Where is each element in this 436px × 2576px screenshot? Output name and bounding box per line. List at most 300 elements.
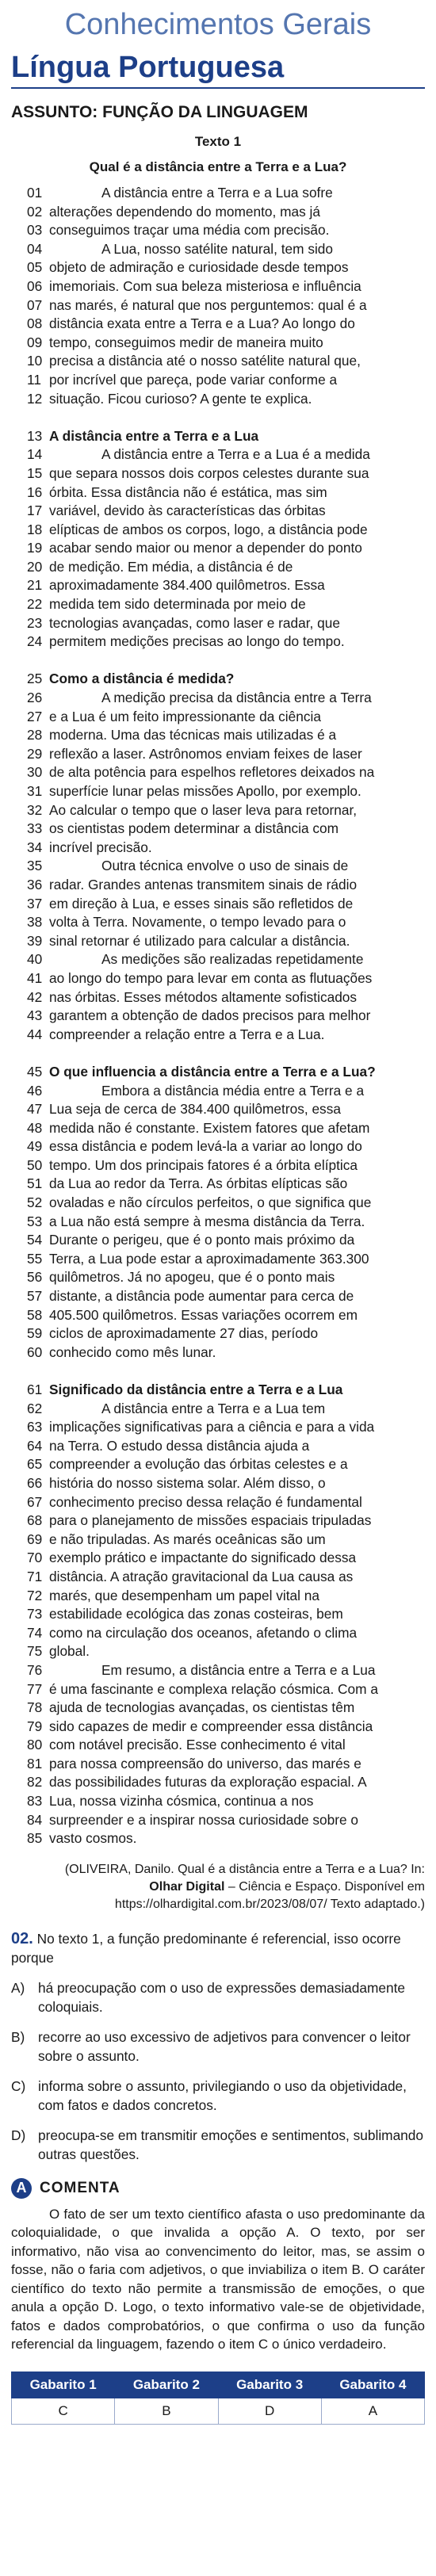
text-line bbox=[11, 1736, 425, 1755]
line-text: tecnologias avançadas, como laser e radar, que bbox=[49, 614, 340, 631]
texto-label: Texto 1 bbox=[194, 134, 242, 149]
line-text: Lua, nossa vizinha cósmica, continua a nos bbox=[49, 1793, 314, 1810]
line-text: estabilidade ecológica das zonas costeiras, bem bbox=[49, 1606, 343, 1622]
text-line bbox=[11, 820, 425, 839]
line-number: 03 bbox=[27, 222, 43, 239]
line-text bbox=[49, 1661, 425, 1680]
section-heading: O que influencia a distância entre a Terra e a Lua? bbox=[49, 1063, 376, 1080]
line-text: com notável precisão. Esse conhecimento é vital bbox=[49, 1737, 346, 1753]
blank-line bbox=[11, 1362, 425, 1381]
line-number: 20 bbox=[27, 558, 43, 575]
text-line bbox=[11, 1587, 425, 1606]
line-text bbox=[49, 950, 425, 969]
text-line bbox=[11, 1549, 425, 1568]
line-text: órbita. Essa distância não é estática, mas sim bbox=[49, 483, 327, 500]
line-number: 40 bbox=[27, 951, 43, 968]
line-text-content: Outra técnica envolve o uso de sinais de bbox=[101, 858, 349, 874]
line-number: 35 bbox=[27, 858, 43, 874]
text-line bbox=[11, 1680, 425, 1699]
gabarito-header: Gabarito 4 bbox=[321, 2372, 424, 2398]
line-number: 15 bbox=[27, 464, 43, 481]
text-line bbox=[11, 1119, 425, 1138]
text-line bbox=[11, 1287, 425, 1306]
line-text: que separa nossos dois corpos celestes durante sua bbox=[49, 464, 369, 481]
line-text: compreender a evolução das órbitas celestes e a bbox=[49, 1456, 348, 1473]
line-number: 74 bbox=[27, 1624, 43, 1641]
line-text bbox=[49, 1400, 425, 1419]
line-text: é uma fascinante e complexa relação cósmica. Com a bbox=[49, 1680, 378, 1697]
text-line bbox=[11, 1829, 425, 1848]
line-text: permitem medições precisas ao longo do tempo. bbox=[49, 633, 345, 650]
text-line bbox=[11, 1026, 425, 1045]
text-line bbox=[11, 969, 425, 988]
line-text bbox=[49, 1082, 425, 1101]
line-text: e a Lua é um feito impressionante da ciência bbox=[49, 708, 321, 724]
comenta-header bbox=[11, 2178, 425, 2199]
option-letter: D) bbox=[11, 2127, 26, 2143]
line-text: de medição. Em média, a distância é de bbox=[49, 558, 293, 575]
line-number: 26 bbox=[27, 690, 43, 706]
text-line bbox=[11, 352, 425, 371]
line-text: nas órbitas. Esses métodos altamente sofisticados bbox=[49, 988, 358, 1005]
category-title: Conhecimentos Gerais bbox=[64, 8, 372, 41]
assunto-heading: ASSUNTO: FUNÇÃO DA LINGUAGEM bbox=[11, 103, 308, 121]
line-text: surpreender e a inspirar nossa curiosidade sobre o bbox=[49, 1811, 359, 1828]
text-line bbox=[11, 1512, 425, 1531]
line-number: 51 bbox=[27, 1175, 43, 1192]
gabarito-value: B bbox=[115, 2398, 218, 2424]
line-number: 60 bbox=[27, 1343, 43, 1360]
line-number: 10 bbox=[27, 353, 43, 369]
text-line bbox=[11, 1773, 425, 1792]
line-number: 83 bbox=[27, 1793, 43, 1810]
question-text: No texto 1, a função predominante é referencial, isso ocorre porque bbox=[11, 1930, 401, 1966]
text-line bbox=[11, 277, 425, 296]
text-line bbox=[11, 1493, 425, 1512]
line-number: 66 bbox=[27, 1474, 43, 1491]
line-number: 80 bbox=[27, 1737, 43, 1753]
text-line bbox=[11, 1455, 425, 1474]
text-line bbox=[11, 521, 425, 540]
line-text: ovaladas e não círculos perfeitos, o que significa que bbox=[49, 1194, 372, 1211]
line-text: conhecido como mês lunar. bbox=[49, 1343, 216, 1360]
text-line bbox=[11, 1699, 425, 1718]
text-line bbox=[11, 595, 425, 614]
text-line bbox=[11, 913, 425, 932]
option-letter: A) bbox=[11, 1979, 25, 1996]
line-text: para nossa compreensão do universo, das marés e bbox=[49, 1755, 361, 1771]
line-number: 71 bbox=[27, 1568, 43, 1584]
text-line bbox=[11, 1661, 425, 1680]
text-line bbox=[11, 1605, 425, 1624]
line-number: 01 bbox=[27, 185, 43, 201]
line-text bbox=[49, 445, 425, 464]
line-number: 79 bbox=[27, 1718, 43, 1734]
section-heading-line bbox=[11, 1063, 425, 1082]
text-line bbox=[11, 876, 425, 895]
text-line bbox=[11, 745, 425, 764]
comenta-text: O fato de ser um texto científico afasta o uso predominante da coloquialidade, o que invalida a opção A. O texto, por ser informativo, não visa ao convencimento do leitor, mas, se assim o fosse, não o faria com adjetivos, o que inviabiliza o item B. O caráter científico do texto não permite a transmissão de emoções, o que anula a opção D. Logo, o texto informativo vale-se de objetividade, fatos e dados comprobatórios, o que confirma o uso da função referencial da linguagem, fazendo o item C o único verdadeiro. bbox=[11, 2206, 425, 2352]
text-line bbox=[11, 1137, 425, 1156]
line-text: moderna. Uma das técnicas mais utilizadas é a bbox=[49, 727, 337, 743]
line-text: vasto cosmos. bbox=[49, 1830, 137, 1847]
text-line bbox=[11, 240, 425, 259]
line-text: precisa a distância até o nosso satélite natural que, bbox=[49, 353, 361, 369]
text-line bbox=[11, 801, 425, 820]
line-text: como na circulação dos oceanos, afetando o clima bbox=[49, 1624, 358, 1641]
line-text: objeto de admiração e curiosidade desde tempos bbox=[49, 259, 349, 276]
line-number: 32 bbox=[27, 801, 43, 818]
line-text: em direção à Lua, e esses sinais são refletidos de bbox=[49, 895, 354, 912]
text-line bbox=[11, 371, 425, 390]
citation-line: (OLIVEIRA, Danilo. Qual é a distância entre a Terra e a Lua? In: bbox=[64, 1862, 425, 1876]
blank-line bbox=[11, 408, 425, 427]
page bbox=[11, 0, 425, 2425]
line-text-content: A medição precisa da distância entre a Terra bbox=[101, 690, 372, 706]
line-number: 61 bbox=[27, 1382, 43, 1397]
line-number: 29 bbox=[27, 745, 43, 762]
text-line bbox=[11, 1755, 425, 1774]
line-number: 11 bbox=[27, 371, 41, 388]
text-line bbox=[11, 1811, 425, 1830]
line-text-content: As medições são realizadas repetidamente bbox=[101, 951, 364, 968]
line-number: 24 bbox=[27, 633, 43, 650]
text-line bbox=[11, 857, 425, 876]
line-number: 69 bbox=[27, 1531, 43, 1547]
text-line bbox=[11, 839, 425, 858]
line-number: 47 bbox=[27, 1101, 43, 1118]
text-line bbox=[11, 1400, 425, 1419]
option-c[interactable] bbox=[11, 2077, 425, 2115]
text-line bbox=[11, 1082, 425, 1101]
line-number: 73 bbox=[27, 1606, 43, 1622]
line-number: 37 bbox=[27, 895, 43, 912]
comenta-title: COMENTA bbox=[40, 2179, 120, 2196]
line-text: para o planejamento de missões espaciais tripuladas bbox=[49, 1512, 372, 1529]
section-heading: Como a distância é medida? bbox=[49, 671, 235, 687]
line-number: 28 bbox=[27, 727, 43, 743]
option-text: há preocupação com o uso de expressões demasiadamente coloquiais. bbox=[38, 1979, 406, 2015]
line-text: sinal retornar é utilizado para calcular a distância. bbox=[49, 932, 350, 949]
line-text: marés, que desempenham um papel vital na bbox=[49, 1587, 320, 1603]
line-text: ao longo do tempo para levar em conta as flutuações bbox=[49, 969, 373, 986]
line-number: 07 bbox=[27, 296, 43, 313]
line-text bbox=[49, 857, 425, 876]
option-letter: C) bbox=[11, 2077, 26, 2094]
line-text: tempo. Um dos principais fatores é a órbita elíptica bbox=[49, 1156, 358, 1173]
line-text: aproximadamente 384.400 quilômetros. Essa bbox=[49, 577, 325, 594]
line-text: tempo, conseguimos medir de maneira muito bbox=[49, 334, 323, 350]
line-text-content: A distância entre a Terra e a Lua é a medida bbox=[101, 446, 370, 463]
line-number: 13 bbox=[27, 427, 43, 444]
line-number: 18 bbox=[27, 521, 43, 537]
line-text: alterações dependendo do momento, mas já bbox=[49, 203, 321, 220]
line-number: 75 bbox=[27, 1643, 43, 1660]
line-text: os cientistas podem determinar a distância com bbox=[49, 820, 338, 837]
text-line bbox=[11, 689, 425, 708]
line-number: 12 bbox=[27, 390, 43, 407]
text-line bbox=[11, 1343, 425, 1363]
line-text: volta à Terra. Novamente, o tempo levado para o bbox=[49, 914, 346, 931]
text-line bbox=[11, 1718, 425, 1737]
line-number: 62 bbox=[27, 1400, 43, 1416]
gabarito-value: D bbox=[218, 2398, 321, 2424]
line-text: medida tem sido determinada por meio de bbox=[49, 596, 306, 613]
line-number: 48 bbox=[27, 1119, 43, 1136]
text-line bbox=[11, 1642, 425, 1661]
line-number: 49 bbox=[27, 1138, 43, 1155]
text-line bbox=[11, 1175, 425, 1194]
line-number: 42 bbox=[27, 988, 43, 1005]
blank-line bbox=[11, 1044, 425, 1063]
line-number: 16 bbox=[27, 483, 43, 500]
gabarito-values-row bbox=[12, 2398, 425, 2424]
text-line bbox=[11, 184, 425, 203]
text-line bbox=[11, 782, 425, 801]
line-text: história do nosso sistema solar. Além disso, o bbox=[49, 1474, 326, 1491]
option-b[interactable] bbox=[11, 2028, 425, 2066]
section-heading-line bbox=[11, 1381, 425, 1400]
text-line bbox=[11, 1007, 425, 1026]
text-line bbox=[11, 1418, 425, 1437]
section-heading: A distância entre a Terra e a Lua bbox=[49, 427, 259, 444]
comenta-badge-icon: A bbox=[11, 2178, 32, 2199]
options-list bbox=[11, 1978, 425, 2164]
line-text bbox=[49, 240, 425, 259]
text-line bbox=[11, 1792, 425, 1811]
line-number: 22 bbox=[27, 596, 43, 613]
line-text: incrível precisão. bbox=[49, 839, 152, 855]
gabarito-header: Gabarito 3 bbox=[218, 2372, 321, 2398]
line-number: 68 bbox=[27, 1512, 43, 1529]
line-text: imemoriais. Com sua beleza misteriosa e influência bbox=[49, 277, 361, 294]
line-number: 65 bbox=[27, 1456, 43, 1473]
line-number: 64 bbox=[27, 1437, 43, 1454]
line-text: exemplo prático e impactante do significado dessa bbox=[49, 1550, 357, 1566]
gabarito-table bbox=[11, 2372, 425, 2425]
line-text-content: Embora a distância média entre a Terra e a bbox=[101, 1082, 365, 1099]
line-text: implicações significativas para a ciência e para a vida bbox=[49, 1419, 375, 1435]
text-line bbox=[11, 614, 425, 633]
gabarito-value: C bbox=[12, 2398, 115, 2424]
text-line bbox=[11, 1531, 425, 1550]
line-text: superfície lunar pelas missões Apollo, por exemplo. bbox=[49, 783, 361, 799]
question-stem bbox=[11, 1929, 425, 1967]
line-text: Ao calcular o tempo que o laser leva para retornar, bbox=[49, 801, 358, 818]
line-text: de alta potência para espelhos refletores deixados na bbox=[49, 764, 375, 781]
line-number: 33 bbox=[27, 820, 43, 837]
line-text: a Lua não está sempre à mesma distância da Terra. bbox=[49, 1213, 365, 1229]
line-text: Lua seja de cerca de 384.400 quilômetros, essa bbox=[49, 1101, 341, 1118]
line-text-content: A Lua, nosso satélite natural, tem sido bbox=[101, 240, 334, 257]
line-text: da Lua ao redor da Terra. As órbitas elípticas são bbox=[49, 1175, 348, 1192]
text-line bbox=[11, 558, 425, 577]
gabarito-header-row bbox=[12, 2372, 425, 2398]
text-line bbox=[11, 1156, 425, 1175]
line-text: distância. A atração gravitacional da Lua causa as bbox=[49, 1568, 354, 1584]
line-text-content: Em resumo, a distância entre a Terra e a Lua bbox=[101, 1661, 376, 1678]
line-text: reflexão a laser. Astrônomos enviam feixes de laser bbox=[49, 745, 362, 762]
line-text: por incrível que pareça, pode variar conforme a bbox=[49, 371, 338, 388]
line-number: 39 bbox=[27, 932, 43, 949]
section-heading-line bbox=[11, 670, 425, 689]
line-text: 405.500 quilômetros. Essas variações ocorrem em bbox=[49, 1306, 358, 1323]
text-line bbox=[11, 950, 425, 969]
gabarito-value: A bbox=[321, 2398, 424, 2424]
line-text: Durante o perigeu, que é o ponto mais próximo da bbox=[49, 1232, 355, 1248]
line-number: 23 bbox=[27, 614, 43, 631]
line-text: Terra, a Lua pode estar a aproximadamente 363.300 bbox=[49, 1250, 369, 1267]
line-text: conhecimento preciso dessa relação é fundamental bbox=[49, 1493, 362, 1510]
citation-line: https://olhardigital.com.br/2023/08/07/ Texto adaptado.) bbox=[114, 1897, 425, 1911]
option-letter: B) bbox=[11, 2028, 25, 2045]
line-text: variável, devido às características das órbitas bbox=[49, 503, 326, 519]
section-heading: Significado da distância entre a Terra e a Lua bbox=[49, 1382, 343, 1397]
line-number: 34 bbox=[27, 839, 43, 855]
line-text bbox=[49, 689, 425, 708]
line-number: 21 bbox=[27, 577, 43, 594]
line-number: 55 bbox=[27, 1250, 43, 1267]
text-line bbox=[11, 539, 425, 558]
text-line bbox=[11, 221, 425, 240]
line-number: 30 bbox=[27, 764, 43, 781]
line-number: 85 bbox=[27, 1830, 43, 1847]
text-line bbox=[11, 895, 425, 914]
line-number: 54 bbox=[27, 1232, 43, 1248]
gabarito-header: Gabarito 2 bbox=[115, 2372, 218, 2398]
line-text bbox=[49, 184, 425, 203]
question-number: 02. bbox=[11, 1929, 33, 1947]
option-text: recorre ao uso excessivo de adjetivos para convencer o leitor sobre o assunto. bbox=[38, 2028, 411, 2064]
texto-title: Qual é a distância entre a Terra e a Lua? bbox=[89, 159, 347, 174]
text-line bbox=[11, 932, 425, 951]
numbered-text bbox=[11, 184, 425, 1848]
text-line bbox=[11, 1231, 425, 1250]
text-line bbox=[11, 483, 425, 503]
text-line bbox=[11, 708, 425, 727]
line-text: ciclos de aproximadamente 27 dias, período bbox=[49, 1325, 319, 1342]
line-text: medida não é constante. Existem fatores que afetam bbox=[49, 1119, 370, 1136]
line-number: 56 bbox=[27, 1269, 43, 1286]
line-text: acabar sendo maior ou menor a depender do ponto bbox=[49, 540, 362, 556]
text-line bbox=[11, 988, 425, 1007]
line-text: garantem a obtenção de dados precisos para melhor bbox=[49, 1007, 371, 1024]
line-number: 53 bbox=[27, 1213, 43, 1229]
text-line bbox=[11, 445, 425, 464]
line-text: global. bbox=[49, 1643, 90, 1660]
text-line bbox=[11, 1624, 425, 1643]
line-number: 38 bbox=[27, 914, 43, 931]
text-line bbox=[11, 576, 425, 595]
section-heading-line bbox=[11, 427, 425, 446]
blank-line bbox=[11, 652, 425, 671]
text-line bbox=[11, 334, 425, 353]
line-text: sido capazes de medir e compreender essa distância bbox=[49, 1718, 373, 1734]
text-line bbox=[11, 726, 425, 745]
citation-source: Olhar Digital bbox=[149, 1879, 225, 1894]
line-number: 06 bbox=[27, 277, 43, 294]
citation-source-rest: – Ciência e Espaço. Disponível em bbox=[224, 1879, 425, 1894]
line-number: 63 bbox=[27, 1419, 43, 1435]
line-text: e não tripuladas. As marés oceânicas são um bbox=[49, 1531, 326, 1547]
line-text: na Terra. O estudo dessa distância ajuda a bbox=[49, 1437, 310, 1454]
line-text: elípticas de ambos os corpos, logo, a distância pode bbox=[49, 521, 368, 537]
line-number: 77 bbox=[27, 1680, 43, 1697]
line-number: 05 bbox=[27, 259, 43, 276]
line-number: 25 bbox=[27, 671, 43, 687]
line-number: 08 bbox=[27, 315, 43, 332]
line-text: compreender a relação entre a Terra e a Lua. bbox=[49, 1026, 325, 1042]
line-number: 72 bbox=[27, 1587, 43, 1603]
line-text: distância exata entre a Terra e a Lua? Ao longo do bbox=[49, 315, 355, 332]
text-line bbox=[11, 464, 425, 483]
subject-title: Língua Portuguesa bbox=[11, 49, 425, 89]
text-line bbox=[11, 1474, 425, 1493]
line-number: 44 bbox=[27, 1026, 43, 1042]
line-number: 81 bbox=[27, 1755, 43, 1771]
line-text-content: A distância entre a Terra e a Lua sofre bbox=[101, 185, 333, 201]
text-line bbox=[11, 1250, 425, 1269]
text-line bbox=[11, 1194, 425, 1213]
line-text: situação. Ficou curioso? A gente te explica. bbox=[49, 390, 312, 407]
line-number: 84 bbox=[27, 1811, 43, 1828]
text-line bbox=[11, 633, 425, 652]
line-number: 17 bbox=[27, 503, 43, 519]
citation bbox=[11, 1861, 425, 1913]
text-line bbox=[11, 502, 425, 521]
option-text: informa sobre o assunto, privilegiando o uso da objetividade, com fatos e dados concretos. bbox=[38, 2077, 407, 2113]
text-line bbox=[11, 763, 425, 782]
text-line bbox=[11, 390, 425, 409]
line-number: 46 bbox=[27, 1082, 43, 1099]
line-text: nas marés, é natural que nos perguntemos: qual é a bbox=[49, 296, 367, 313]
line-text: quilômetros. Já no apogeu, que é o ponto mais bbox=[49, 1269, 335, 1286]
line-number: 59 bbox=[27, 1325, 43, 1342]
line-number: 57 bbox=[27, 1288, 43, 1305]
line-number: 50 bbox=[27, 1156, 43, 1173]
line-number: 36 bbox=[27, 876, 43, 892]
option-d[interactable] bbox=[11, 2126, 425, 2164]
text-line bbox=[11, 1268, 425, 1287]
line-text: distante, a distância pode aumentar para cerca de bbox=[49, 1288, 354, 1305]
text-line bbox=[11, 315, 425, 334]
text-line bbox=[11, 203, 425, 222]
line-number: 27 bbox=[27, 708, 43, 724]
line-number: 70 bbox=[27, 1550, 43, 1566]
text-line bbox=[11, 1437, 425, 1456]
line-text: essa distância e podem levá-la a variar ao longo do bbox=[49, 1138, 362, 1155]
text-line bbox=[11, 1324, 425, 1343]
text-line bbox=[11, 258, 425, 277]
citation-line bbox=[11, 1878, 425, 1896]
text-line bbox=[11, 1568, 425, 1587]
line-text: das possibilidades futuras da exploração espacial. A bbox=[49, 1774, 367, 1791]
text-line bbox=[11, 1213, 425, 1232]
line-text: radar. Grandes antenas transmitem sinais de rádio bbox=[49, 876, 358, 892]
text-line bbox=[11, 296, 425, 315]
text-line bbox=[11, 1100, 425, 1119]
option-a[interactable] bbox=[11, 1978, 425, 2016]
line-number: 31 bbox=[27, 783, 43, 799]
line-text: ajuda de tecnologias avançadas, os cientistas têm bbox=[49, 1699, 355, 1716]
line-number: 43 bbox=[27, 1007, 43, 1024]
gabarito-header: Gabarito 1 bbox=[12, 2372, 115, 2398]
line-number: 04 bbox=[27, 240, 43, 257]
line-number: 02 bbox=[27, 203, 43, 220]
line-number: 52 bbox=[27, 1194, 43, 1211]
line-number: 09 bbox=[27, 334, 43, 350]
line-text: conseguimos traçar uma média com precisão. bbox=[49, 222, 330, 239]
